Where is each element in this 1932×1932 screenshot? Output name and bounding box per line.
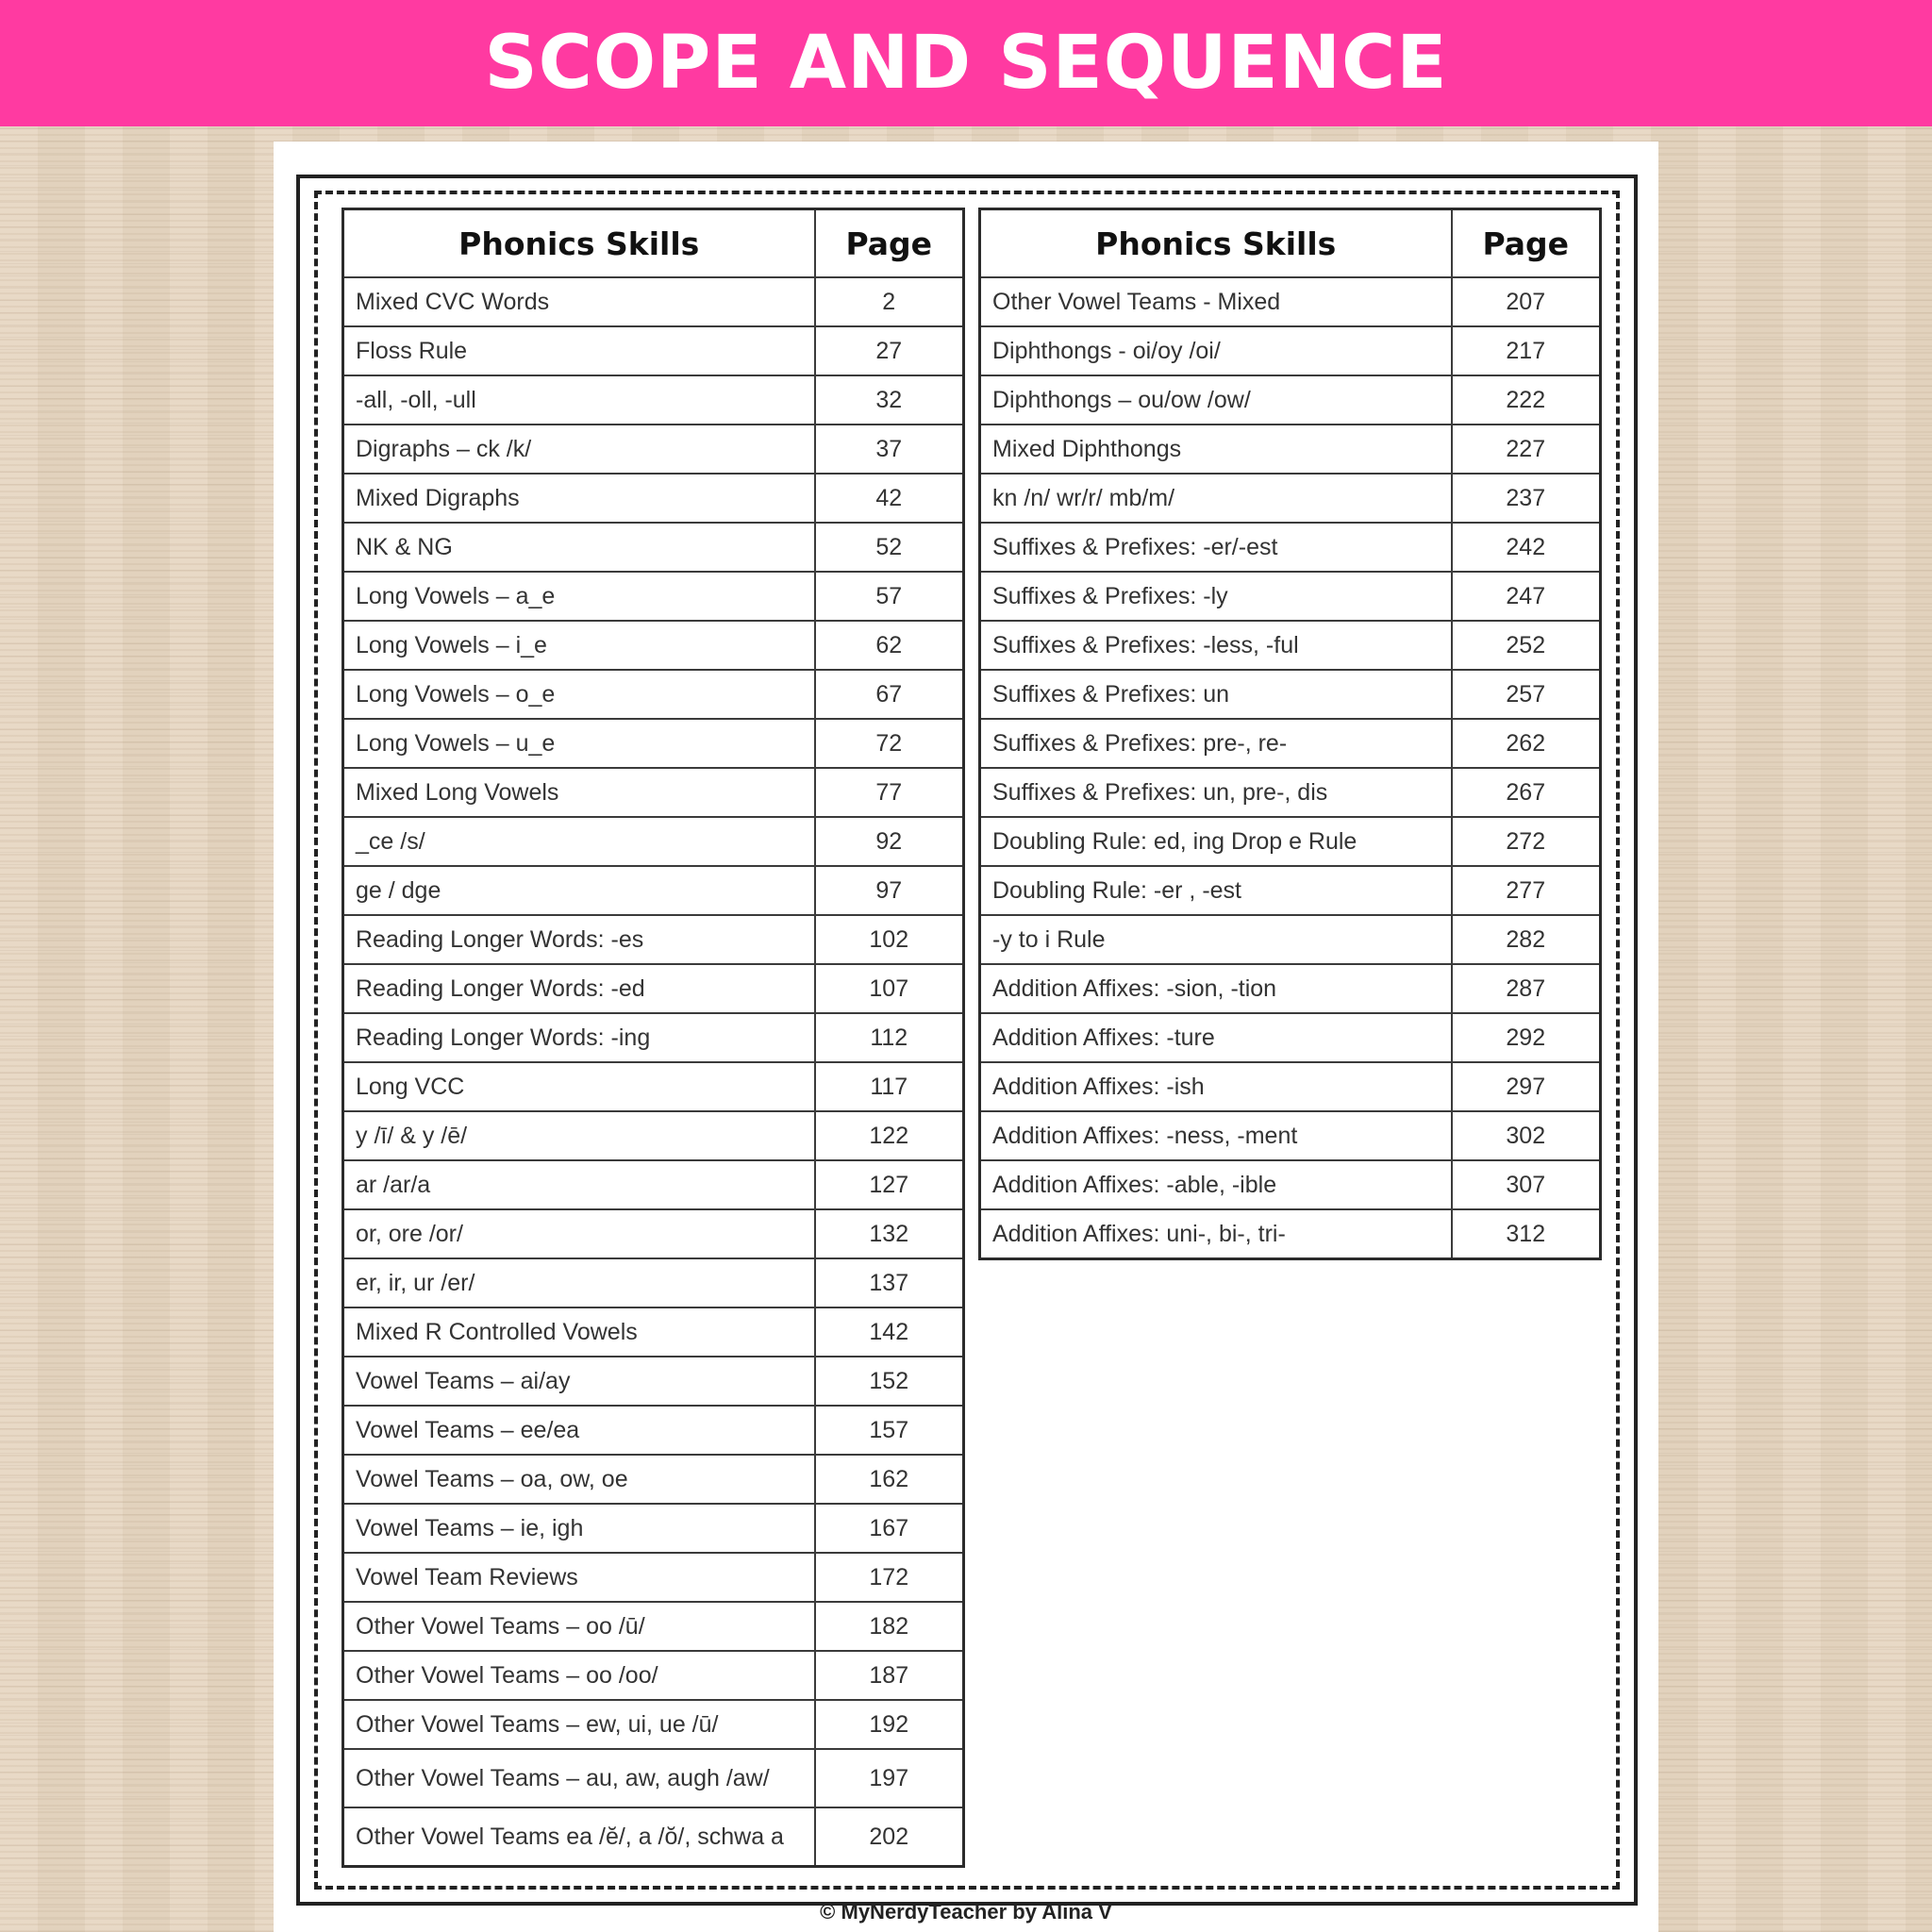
table-row xyxy=(343,1160,964,1209)
skill-cell: Other Vowel Teams ea /ĕ/, a /ŏ/, schwa a xyxy=(343,1807,815,1867)
page-number-cell: 32 xyxy=(815,375,964,425)
page-number-cell: 257 xyxy=(1452,670,1601,719)
page-number-cell: 192 xyxy=(815,1700,964,1749)
page-number-cell: 217 xyxy=(1452,326,1601,375)
page-number-cell: 167 xyxy=(815,1504,964,1553)
table-row xyxy=(343,1700,964,1749)
page-number-cell: 67 xyxy=(815,670,964,719)
table-row xyxy=(343,1455,964,1504)
table-row xyxy=(980,1160,1601,1209)
page-number-cell: 42 xyxy=(815,474,964,523)
table-row xyxy=(343,964,964,1013)
skill-cell: Suffixes & Prefixes: un, pre-, dis xyxy=(980,768,1452,817)
skill-cell: ar /ar/a xyxy=(343,1160,815,1209)
table-row xyxy=(343,768,964,817)
page-number-cell: 247 xyxy=(1452,572,1601,621)
column-header-page: Page xyxy=(1452,209,1601,278)
skill-cell: NK & NG xyxy=(343,523,815,572)
table-row xyxy=(343,1209,964,1258)
table-row xyxy=(980,375,1601,425)
skill-cell: Suffixes & Prefixes: pre-, re- xyxy=(980,719,1452,768)
table-row xyxy=(343,1504,964,1553)
table-row xyxy=(343,1258,964,1307)
skill-cell: Long VCC xyxy=(343,1062,815,1111)
page-number-cell: 282 xyxy=(1452,915,1601,964)
skill-cell: Mixed Diphthongs xyxy=(980,425,1452,474)
table-row xyxy=(343,621,964,670)
phonics-skills-table-right xyxy=(978,208,1602,1260)
table-row xyxy=(980,1013,1601,1062)
table-row xyxy=(343,1807,964,1867)
page-number-cell: 117 xyxy=(815,1062,964,1111)
page-number-cell: 302 xyxy=(1452,1111,1601,1160)
table-row xyxy=(980,817,1601,866)
phonics-skills-table-left xyxy=(341,208,965,1868)
page-number-cell: 222 xyxy=(1452,375,1601,425)
table-row xyxy=(343,474,964,523)
page-number-cell: 97 xyxy=(815,866,964,915)
page-number-cell: 77 xyxy=(815,768,964,817)
page-number-cell: 132 xyxy=(815,1209,964,1258)
skill-cell: Addition Affixes: -ness, -ment xyxy=(980,1111,1452,1160)
skill-cell: Suffixes & Prefixes: un xyxy=(980,670,1452,719)
skill-cell: _ce /s/ xyxy=(343,817,815,866)
table-row xyxy=(343,1651,964,1700)
skill-cell: Addition Affixes: -sion, -tion xyxy=(980,964,1452,1013)
skill-cell: Other Vowel Teams – ew, ui, ue /ū/ xyxy=(343,1700,815,1749)
page-number-cell: 57 xyxy=(815,572,964,621)
skill-cell: Mixed Digraphs xyxy=(343,474,815,523)
skill-cell: Long Vowels – i_e xyxy=(343,621,815,670)
table-row xyxy=(343,719,964,768)
skill-cell: Vowel Team Reviews xyxy=(343,1553,815,1602)
table-row xyxy=(980,1111,1601,1160)
page-number-cell: 197 xyxy=(815,1749,964,1807)
table-row xyxy=(980,1062,1601,1111)
skill-cell: Mixed R Controlled Vowels xyxy=(343,1307,815,1357)
skill-cell: Vowel Teams – ee/ea xyxy=(343,1406,815,1455)
page-number-cell: 127 xyxy=(815,1160,964,1209)
page-number-cell: 277 xyxy=(1452,866,1601,915)
table-header-row xyxy=(980,209,1601,278)
page-number-cell: 2 xyxy=(815,277,964,326)
table-row xyxy=(980,621,1601,670)
skill-cell: Reading Longer Words: -ing xyxy=(343,1013,815,1062)
skill-cell: Addition Affixes: -ture xyxy=(980,1013,1452,1062)
title-banner xyxy=(0,0,1932,126)
page-number-cell: 27 xyxy=(815,326,964,375)
skill-cell: Diphthongs - oi/oy /oi/ xyxy=(980,326,1452,375)
page-number-cell: 92 xyxy=(815,817,964,866)
skill-cell: y /ī/ & y /ē/ xyxy=(343,1111,815,1160)
table-row xyxy=(980,768,1601,817)
table-row xyxy=(343,572,964,621)
table-row xyxy=(980,277,1601,326)
page-number-cell: 312 xyxy=(1452,1209,1601,1259)
table-row xyxy=(343,817,964,866)
page-number-cell: 237 xyxy=(1452,474,1601,523)
skill-cell: kn /n/ wr/r/ mb/m/ xyxy=(980,474,1452,523)
table-row xyxy=(343,277,964,326)
page-number-cell: 142 xyxy=(815,1307,964,1357)
table-row xyxy=(343,1602,964,1651)
skill-cell: -y to i Rule xyxy=(980,915,1452,964)
skill-cell: Doubling Rule: ed, ing Drop e Rule xyxy=(980,817,1452,866)
table-row xyxy=(343,1357,964,1406)
page-number-cell: 202 xyxy=(815,1807,964,1867)
skill-cell: Vowel Teams – oa, ow, oe xyxy=(343,1455,815,1504)
skill-cell: Floss Rule xyxy=(343,326,815,375)
page-number-cell: 207 xyxy=(1452,277,1601,326)
page-number-cell: 242 xyxy=(1452,523,1601,572)
table-row xyxy=(980,719,1601,768)
page-number-cell: 162 xyxy=(815,1455,964,1504)
page-number-cell: 72 xyxy=(815,719,964,768)
table-row xyxy=(343,1307,964,1357)
page-number-cell: 137 xyxy=(815,1258,964,1307)
skill-cell: Reading Longer Words: -es xyxy=(343,915,815,964)
page-number-cell: 187 xyxy=(815,1651,964,1700)
skill-cell: Addition Affixes: -ish xyxy=(980,1062,1452,1111)
page-number-cell: 252 xyxy=(1452,621,1601,670)
table-row xyxy=(980,866,1601,915)
table-row xyxy=(980,964,1601,1013)
skill-cell: er, ir, ur /er/ xyxy=(343,1258,815,1307)
skill-cell: Vowel Teams – ie, igh xyxy=(343,1504,815,1553)
skill-cell: Long Vowels – a_e xyxy=(343,572,815,621)
page-number-cell: 227 xyxy=(1452,425,1601,474)
column-header-skills: Phonics Skills xyxy=(980,209,1452,278)
page-number-cell: 307 xyxy=(1452,1160,1601,1209)
table-row xyxy=(980,915,1601,964)
table-row xyxy=(343,326,964,375)
skill-cell: Suffixes & Prefixes: -less, -ful xyxy=(980,621,1452,670)
skill-cell: Diphthongs – ou/ow /ow/ xyxy=(980,375,1452,425)
page-number-cell: 297 xyxy=(1452,1062,1601,1111)
table-row xyxy=(343,1749,964,1807)
page-number-cell: 37 xyxy=(815,425,964,474)
worksheet-page xyxy=(274,142,1658,1932)
page-number-cell: 262 xyxy=(1452,719,1601,768)
page-number-cell: 62 xyxy=(815,621,964,670)
table-row xyxy=(343,1553,964,1602)
copyright-text: © MyNerdyTeacher by Alina V xyxy=(820,1900,1112,1924)
page-number-cell: 172 xyxy=(815,1553,964,1602)
skill-cell: Other Vowel Teams – au, aw, augh /aw/ xyxy=(343,1749,815,1807)
skill-cell: Other Vowel Teams – oo /oo/ xyxy=(343,1651,815,1700)
page-number-cell: 52 xyxy=(815,523,964,572)
skill-cell: Suffixes & Prefixes: -ly xyxy=(980,572,1452,621)
skill-cell: Other Vowel Teams - Mixed xyxy=(980,277,1452,326)
skill-cell: ge / dge xyxy=(343,866,815,915)
skill-cell: Addition Affixes: uni-, bi-, tri- xyxy=(980,1209,1452,1259)
page-number-cell: 157 xyxy=(815,1406,964,1455)
table-row xyxy=(980,474,1601,523)
table-row xyxy=(980,1209,1601,1259)
skill-cell: Reading Longer Words: -ed xyxy=(343,964,815,1013)
skill-cell: -all, -oll, -ull xyxy=(343,375,815,425)
table-row xyxy=(343,1062,964,1111)
table-row xyxy=(343,866,964,915)
page-number-cell: 292 xyxy=(1452,1013,1601,1062)
table-row xyxy=(343,523,964,572)
page-number-cell: 182 xyxy=(815,1602,964,1651)
skill-cell: Vowel Teams – ai/ay xyxy=(343,1357,815,1406)
page-title: SCOPE AND SEQUENCE xyxy=(484,21,1448,106)
page-number-cell: 102 xyxy=(815,915,964,964)
table-row xyxy=(343,670,964,719)
table-row xyxy=(343,375,964,425)
skill-cell: Other Vowel Teams – oo /ū/ xyxy=(343,1602,815,1651)
page-number-cell: 107 xyxy=(815,964,964,1013)
table-row xyxy=(980,572,1601,621)
column-header-skills: Phonics Skills xyxy=(343,209,815,278)
page-number-cell: 152 xyxy=(815,1357,964,1406)
page-number-cell: 112 xyxy=(815,1013,964,1062)
skill-cell: or, ore /or/ xyxy=(343,1209,815,1258)
table-row xyxy=(343,1406,964,1455)
table-row xyxy=(980,326,1601,375)
page-number-cell: 287 xyxy=(1452,964,1601,1013)
skill-cell: Long Vowels – u_e xyxy=(343,719,815,768)
table-row xyxy=(343,1013,964,1062)
skill-cell: Doubling Rule: -er , -est xyxy=(980,866,1452,915)
table-row xyxy=(980,425,1601,474)
table-row xyxy=(343,915,964,964)
skill-cell: Long Vowels – o_e xyxy=(343,670,815,719)
page-number-cell: 267 xyxy=(1452,768,1601,817)
skill-cell: Suffixes & Prefixes: -er/-est xyxy=(980,523,1452,572)
skill-cell: Mixed CVC Words xyxy=(343,277,815,326)
table-header-row xyxy=(343,209,964,278)
skill-cell: Digraphs – ck /k/ xyxy=(343,425,815,474)
skill-cell: Mixed Long Vowels xyxy=(343,768,815,817)
column-header-page: Page xyxy=(815,209,964,278)
table-row xyxy=(343,425,964,474)
table-row xyxy=(343,1111,964,1160)
page-number-cell: 272 xyxy=(1452,817,1601,866)
table-row xyxy=(980,523,1601,572)
page-number-cell: 122 xyxy=(815,1111,964,1160)
skill-cell: Addition Affixes: -able, -ible xyxy=(980,1160,1452,1209)
table-row xyxy=(980,670,1601,719)
